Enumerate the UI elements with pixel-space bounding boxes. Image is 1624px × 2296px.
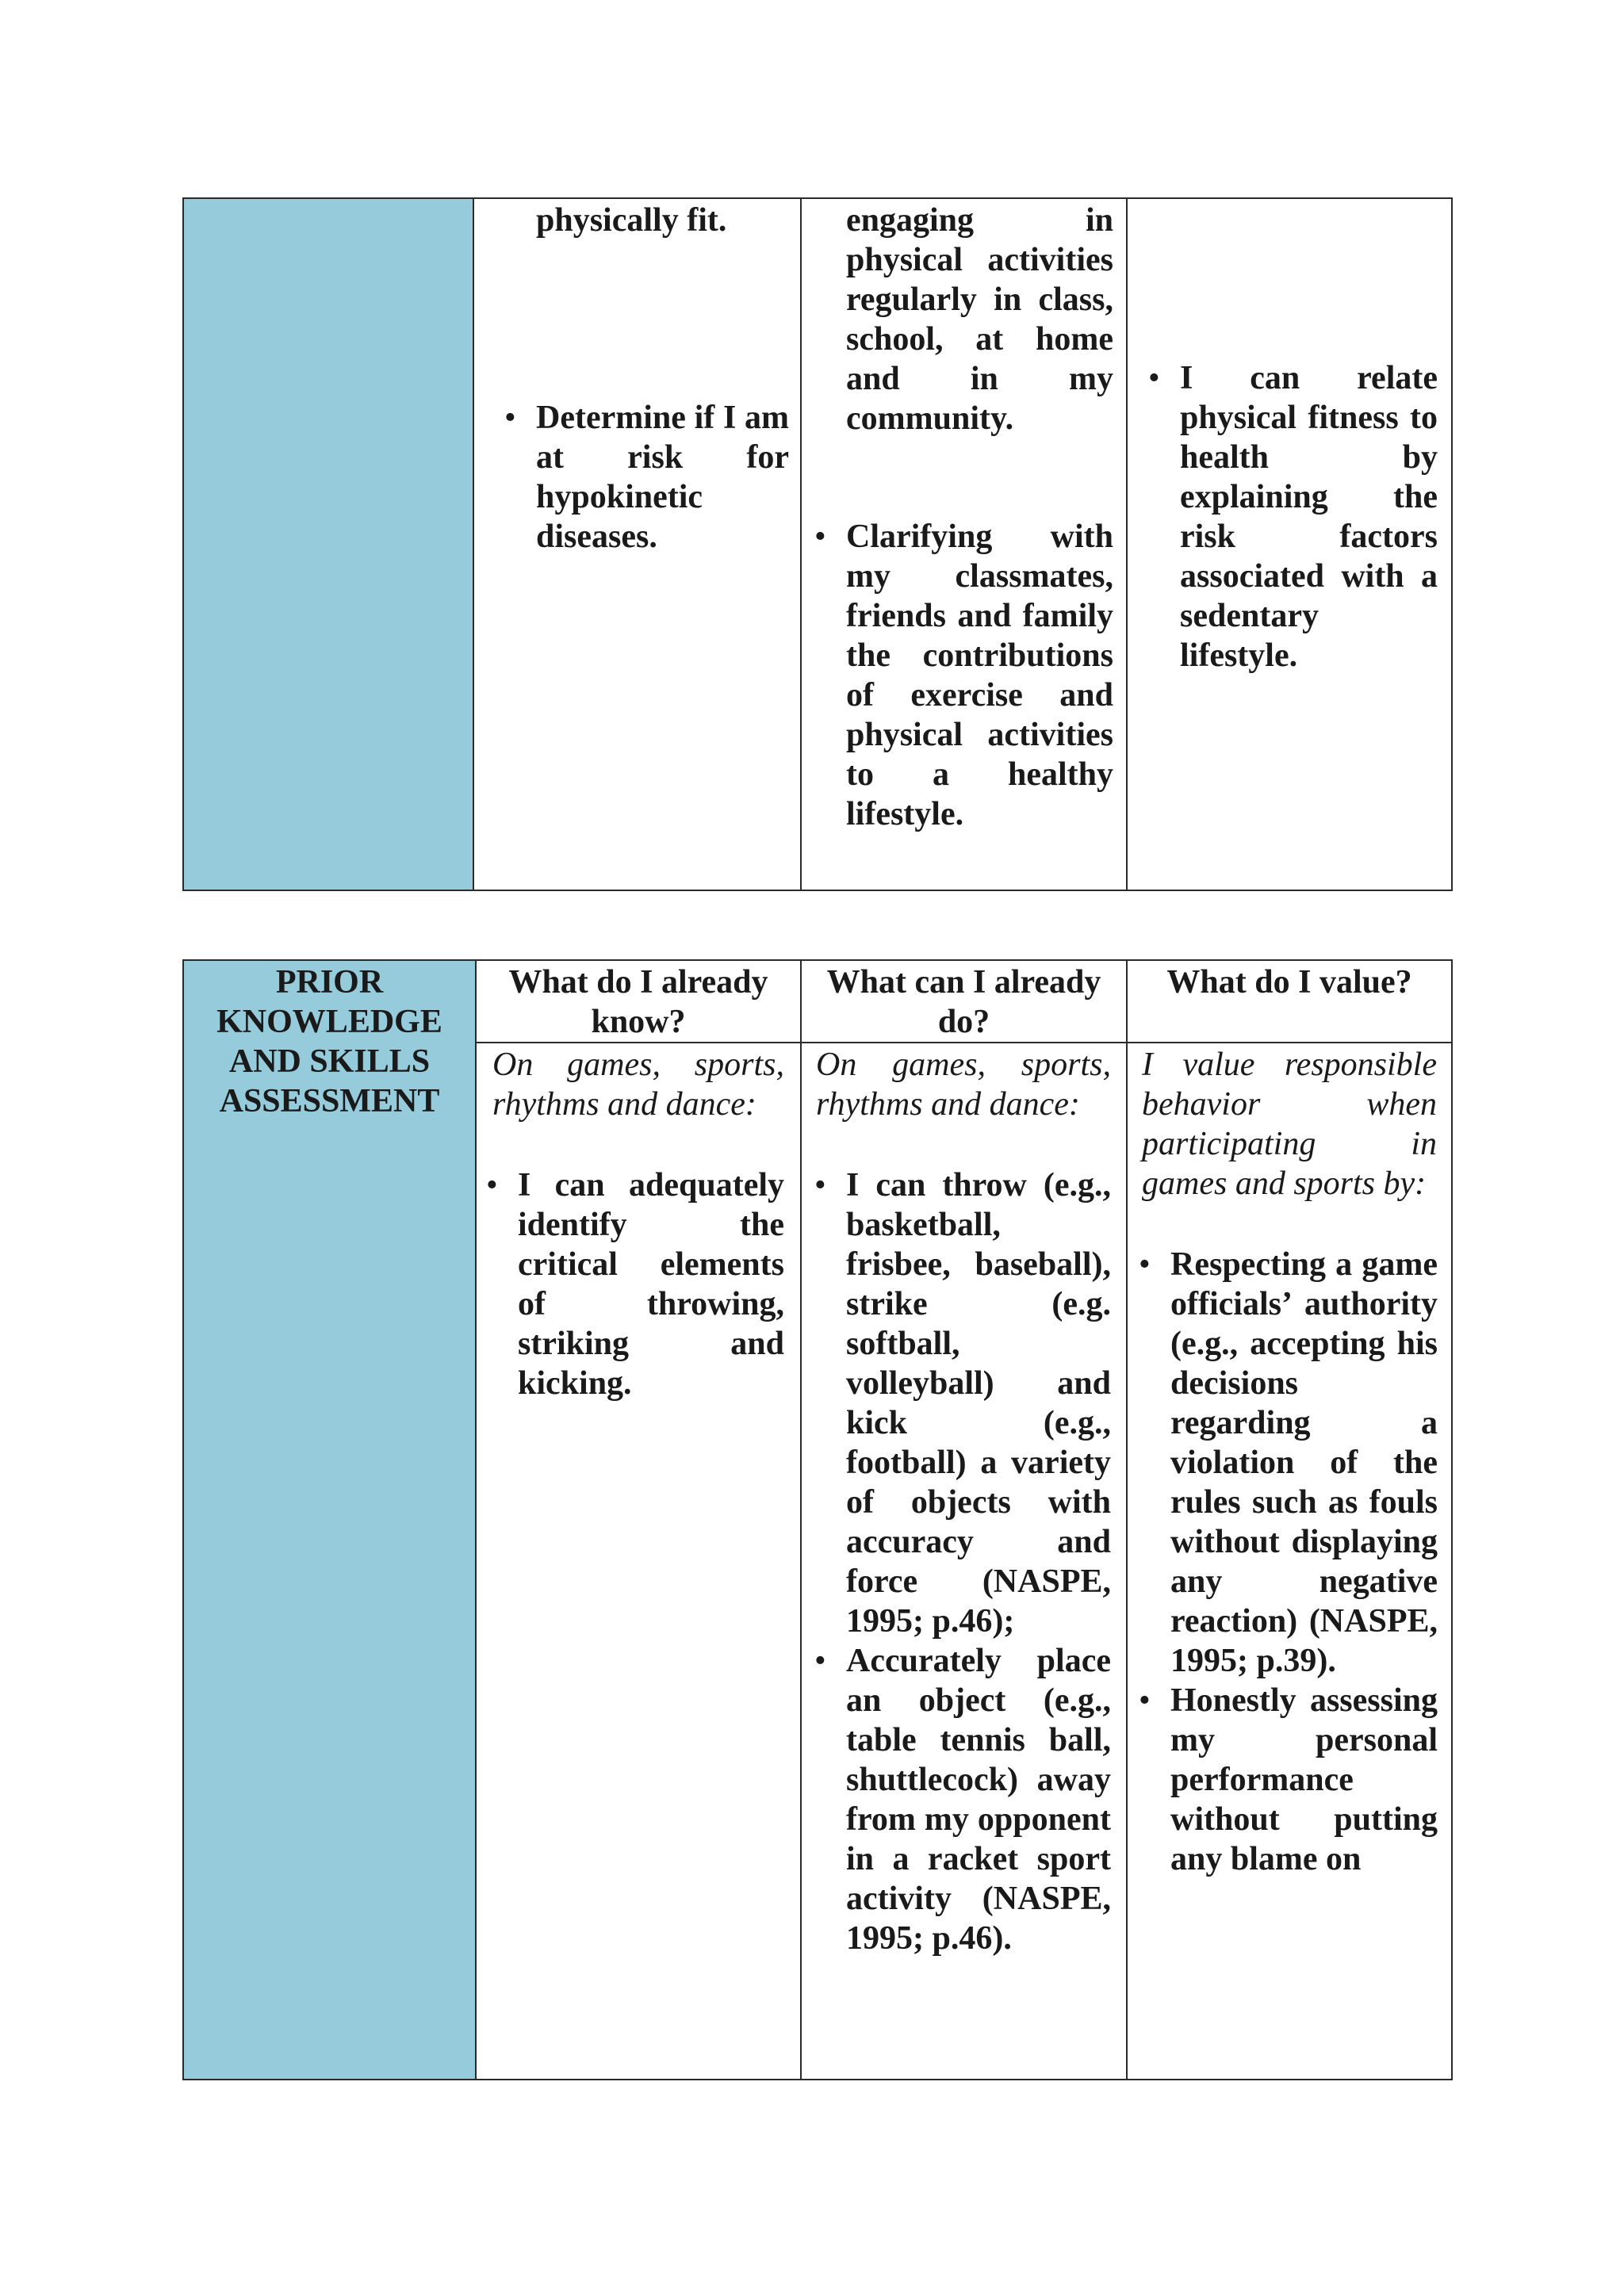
value-cell: [1127, 198, 1452, 890]
column-header: What do I value?: [1166, 964, 1412, 1001]
section-label-cell: [183, 960, 476, 2080]
section-label: PRIOR KNOWLEDGE AND SKILLS ASSESSMENT: [216, 964, 442, 1119]
header-value: [1127, 960, 1452, 1043]
list-item: • Respecting a game officials’ authority (e.g., accepting his decisions regarding a violation of the rules such as fouls without displaying any negative reaction) (NASPE, 1995; p.39).: [1170, 1245, 1438, 1681]
value-cell: [1127, 1043, 1452, 2080]
table-prior-knowledge: [182, 959, 1453, 2080]
list-item: • Determine if I am at risk for hypokinetic diseases.: [536, 398, 789, 557]
do-cell: [801, 1043, 1127, 2080]
section-label-cell: [183, 198, 473, 890]
header-do: [801, 960, 1127, 1043]
list-item: • Clarifying with my classmates, friends and family the contributions of exercise and physical activities to a healthy lifestyle.: [846, 517, 1113, 834]
header-know: [476, 960, 801, 1043]
list-item: • Accurately place an object (e.g., table tennis ball, shuttlecock) away from my opponent in a racket sport activity (NASPE, 1995; p.46).: [846, 1641, 1111, 1958]
list-item: • I can throw (e.g., basketball, frisbee, baseball), strike (e.g. softball, volleyball) and kick (e.g., football) a variety of objects with accuracy and force (NASPE, 1995; p.46);: [846, 1165, 1111, 1641]
value-intro: I value responsible behavior when participating in games and sports by:: [1142, 1047, 1437, 1202]
know-cell: [476, 1043, 801, 2080]
do-intro: On games, sports, rhythms and dance:: [816, 1047, 1111, 1123]
column-header: What do I already know?: [508, 964, 768, 1040]
do-continuation-text: engaging in physical activities regularly in class, school, at home and in my community.: [846, 202, 1113, 437]
list-item: • I can adequately identify the critical elements of throwing, striking and kicking.: [518, 1165, 784, 1403]
know-cell: [473, 198, 801, 890]
list-item: • I can relate physical fitness to health by explaining the risk factors associated with a sedentary lifestyle.: [1180, 358, 1438, 675]
know-continuation-text: physically fit.: [536, 202, 727, 239]
column-header: What can I already do?: [826, 964, 1101, 1040]
list-item: • Honestly assessing my personal performance without putting any blame on: [1170, 1681, 1438, 1879]
know-intro: On games, sports, rhythms and dance:: [492, 1047, 784, 1123]
table-continuation: [182, 197, 1453, 891]
do-cell: [801, 198, 1127, 890]
